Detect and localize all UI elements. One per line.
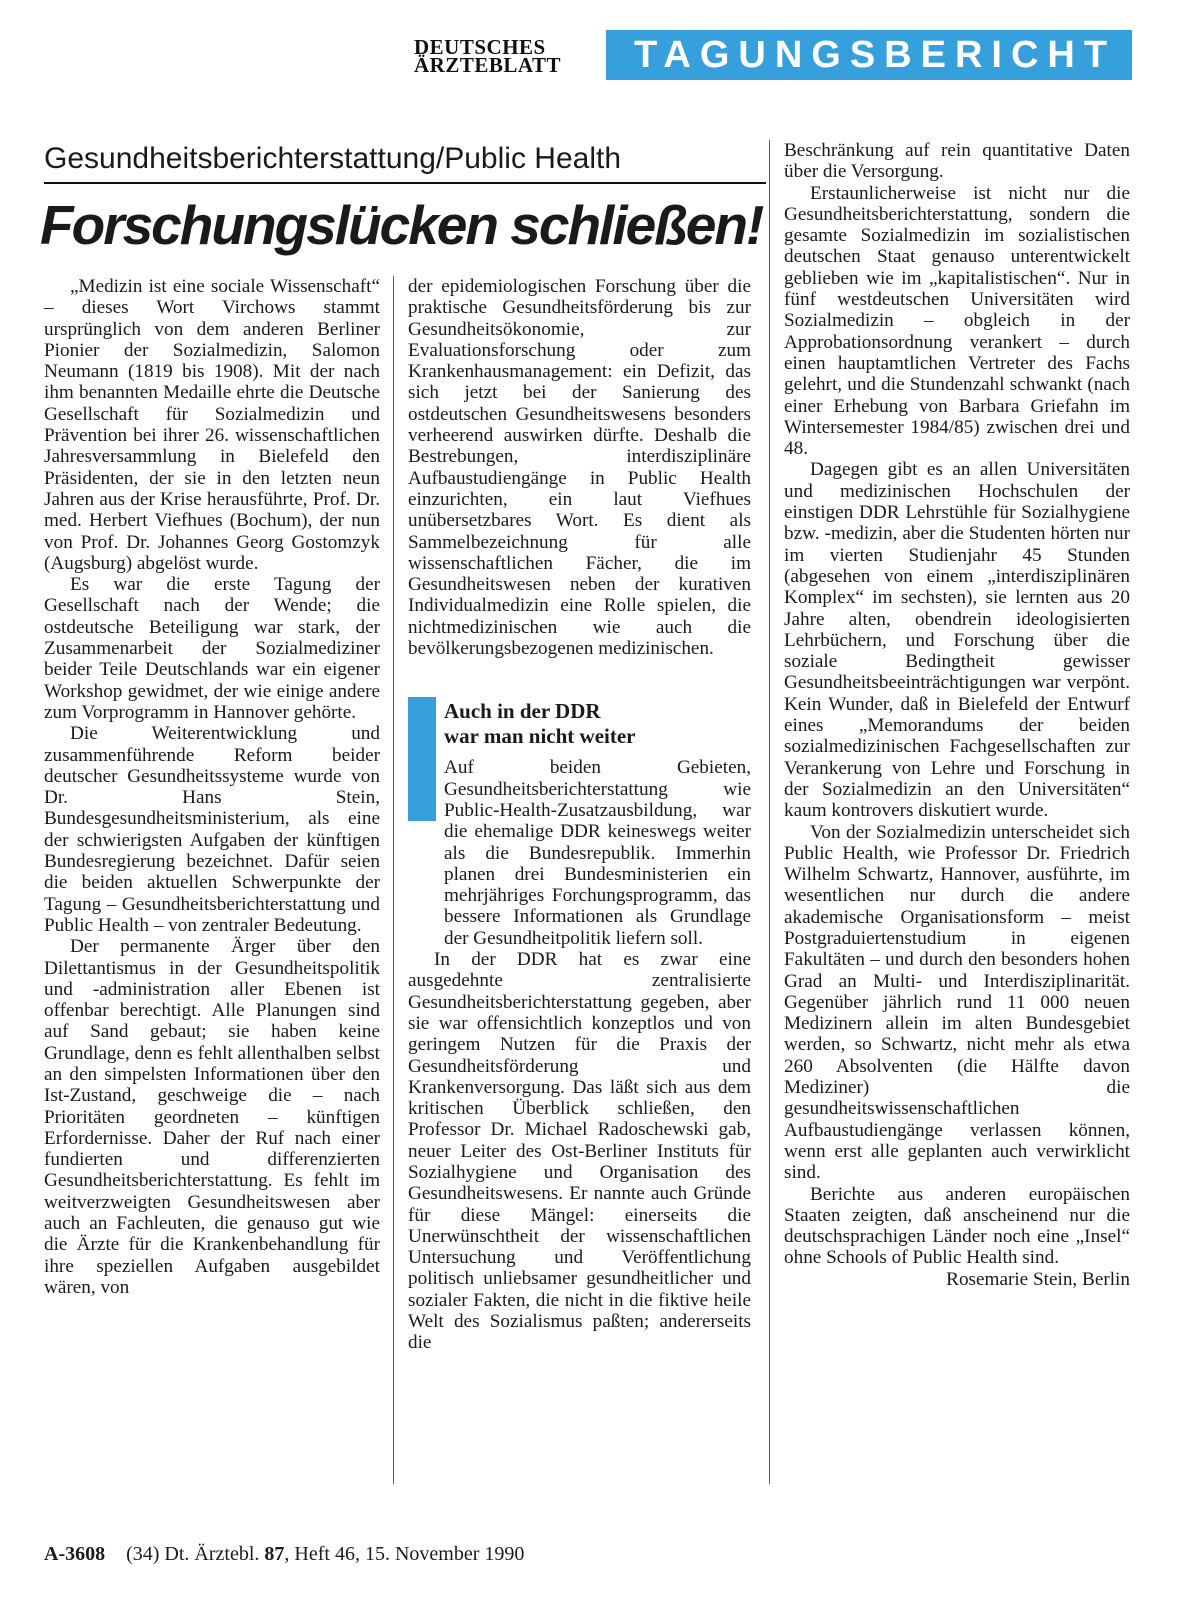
paragraph: Beschränkung auf rein quantitative Daten über die Versorgung.: [784, 140, 1130, 183]
subheading-line2: war man nicht weiter: [444, 724, 636, 749]
paragraph: In der DDR hat es zwar eine ausgedehnte zentralisierte Gesundheitsberichterstattung gegeben, aber sie war offensichtlich konzeptlos und von geringem Nutzen für die Praxis der Gesundheitsförderung und Krankenversorgung. Das läßt sich aus dem kritischen Überblick schließen, den Professor Dr. Michael Radoschewski gab, neuer Leiter des Ost-Berliner Instituts für Sozialhygiene und Organisation des Gesundheitswesens. Er nannte auch Gründe für diese Mängel: einerseits die Unerwünschtheit der wissenschaftlichen Untersuchung und Veröffentlichung politisch unliebsamer gesundheitlicher und sozialer Fakten, die nicht in die fiktive heile Welt des Sozialismus paßten; andererseits die: [408, 949, 751, 1354]
citation-prefix: (34) Dt. Ärztebl.: [126, 1543, 260, 1565]
volume-number: 87: [264, 1543, 285, 1565]
paragraph: Die Weiterentwicklung und zusammenführende Reform beider deutscher Gesundheitssysteme wurde von Dr. Hans Stein, Bundesgesundheitsministerium, als eine der schwierigsten Aufgaben der künftigen Bundesregierung bezeichnet. Dafür seien die beiden aktuellen Schwerpunkte der Tagung – Gesundheitsberichterstattung und Public Health – von zentraler Bedeutung.: [44, 723, 380, 936]
page-number: A-3608: [44, 1543, 106, 1565]
subheading-line1: Auch in der DDR: [444, 699, 601, 724]
article-headline: Forschungslücken schließen!: [40, 194, 763, 256]
paragraph: Der permanente Ärger über den Dilettantismus in der Gesundheitspolitik und -administration aller Ebenen ist offenbar berechtigt. Alle Planungen sind auf Sand gebaut; sie haben keine Grundlage, denn es fehlt allenthalben selbst an den simpelsten Informationen über den Ist-Zustand, geschweige die – nach Prioritäten geordneten – künftigen Erfordernisse. Daher der Ruf nach einer fundierten und differenzierten Gesundheitsberichterstattung. Es fehlt im weitverzweigten Gesundheitswesen aber auch an Fachleuten, die genauso gut wie die Ärzte für die Krankenbehandlung für ihre speziellen Aufgaben ausgebildet wären, von: [44, 936, 380, 1298]
masthead-line1: DEUTSCHES: [414, 35, 546, 59]
article-column-2: [408, 276, 751, 1354]
subheading: [444, 693, 751, 749]
paragraph: Dagegen gibt es an allen Universitäten und medizinischen Hochschulen der einstigen DDR Lehrstühle für Sozialhygiene bzw. -medizin, aber die Studenten hörten nur im vierten Studienjahr 45 Stunden (abgesehen von einem „interdisziplinären Komplex“ im sechsten), sie lernten aus 20 Jahre alten, obendrein ideologisierten Lehrbüchern, und Forschung über die soziale Bedingtheit gewisser Gesundheitsbeeinträchtigungen war verpönt. Kein Wunder, daß in Bielefeld der Entwurf eines „Memorandums der beiden sozialmedizinischen Fachgesellschaften zur Verankerung von Lehre und Forschung in der Sozialmedizin an den Universitäten“ kaum kontrovers diskutiert wurde.: [784, 459, 1130, 822]
paragraph: „Medizin ist eine sociale Wissenschaft“ – dieses Wort Virchows stammt ursprünglich von dem anderen Berliner Pionier der Sozialmedizin, Salomon Neumann (1819 bis 1908). Mit der nach ihm benannten Medaille ehrte die Deutsche Gesellschaft für Sozialmedizin und Prävention bei ihrer 26. wissenschaftlichen Jahresversammlung in Bielefeld den Präsidenten, der sie in den letzten neun Jahren aus der Krise herausführte, Prof. Dr. med. Herbert Viefhues (Bochum), der nun von Prof. Dr. Johannes Georg Gostomzyk (Augsburg) abgelöst wurde.: [44, 276, 380, 574]
paragraph: der epidemiologischen Forschung über die praktische Gesundheitsförderung bis zur Gesundheitsökonomie, zur Evaluationsforschung oder zum Krankenhausmanagement: ein Defizit, das sich jetzt bei der Sanierung des ostdeutschen Gesundheitswesens besonders verheerend auswirken dürfte. Deshalb die Bestrebungen, interdisziplinäre Aufbaustudiengänge in Public Health einzurichten, ein laut Viefhues unübersetzbares Wort. Es dient als Sammelbezeichnung für alle wissenschaftlichen Fächer, die im Gesundheitswesen neben der kurativen Individualmedizin eine Rolle spielen, die nichtmedizinischen wie auch die bevölkerungsbezogenen medizinischen.: [408, 276, 751, 660]
subheading-block: [408, 693, 751, 749]
masthead-logo: [414, 35, 561, 77]
column-rule-2: [769, 140, 770, 1484]
section-banner: TAGUNGSBERICHT: [606, 30, 1132, 80]
article-column-3: [784, 140, 1130, 1290]
paragraph: Auf beiden Gebieten, Gesundheitsberichterstattung wie Public-Health-Zusatzausbildung, war die ehemalige DDR keineswegs weiter als die Bundesrepublik. Immerhin planen drei Bundesministerien ein mehrjähriges Forchungsprogramm, das bessere Informationen als Grundlage der Gesundheitpolitik liefern soll.: [444, 757, 751, 949]
column-rule-1: [393, 276, 394, 1484]
subheading-accent-bar: [408, 697, 436, 821]
paragraph: Es war die erste Tagung der Gesellschaft nach der Wende; die ostdeutsche Beteiligung war stark, der Zusammenarbeit der Sozialmediziner beider Teile Deutschlands war ein eigener Workshop gewidmet, der wie einige andere zum Vorprogramm in Hannover gehörte.: [44, 574, 380, 723]
paragraph: Berichte aus anderen europäischen Staaten zeigten, daß anscheinend nur die deutschsprachigen Länder noch eine „Insel“ ohne Schools of Public Health sind.: [784, 1183, 1130, 1269]
masthead-line2: ÄRZTEBLATT: [414, 53, 561, 77]
paragraph: Von der Sozialmedizin unterscheidet sich Public Health, wie Professor Dr. Friedrich Wilhelm Schwartz, Hannover, ausführte, im wesentlichen nur durch die andere akademische Organisationsform – meist Postgraduiertenstudium in eigenen Fakultäten – und durch den besonders hohen Grad an Multi- und Interdisziplinarität. Gegenüber jährlich rund 11 000 neuen Medizinern allein im alten Bundesgebiet werden, so Schwartz, nicht mehr als etwa 260 Absolventen (die Hälfte davon Mediziner) die gesundheitswissenschaftlichen Aufbaustudiengänge verlassen können, wenn erst alle geplanten auch verwirklicht sind.: [784, 821, 1130, 1184]
author-byline: Rosemarie Stein, Berlin: [946, 1268, 1130, 1290]
citation-suffix: , Heft 46, 15. November 1990: [284, 1543, 525, 1565]
paragraph: Erstaunlicherweise ist nicht nur die Gesundheitsberichterstattung, sondern die gesamte Sozialmedizin im sozialistischen deutschen Staat genauso unterentwickelt geblieben wie im „kapitalistischen“. Nur in fünf westdeutschen Universitäten wird Sozialmedizin – obgleich in der Approbationsordnung verankert – durch einen hauptamtlichen Vertreter des Fachs gelehrt, und die Stundenzahl schwankt (nach einer Erhebung von Barbara Griefahn im Wintersemester 1984/85) zwischen drei und 48.: [784, 182, 1130, 460]
page-footer: [44, 1542, 524, 1566]
article-kicker: Gesundheitsberichterstattung/Public Health: [44, 142, 766, 184]
article-column-1: [44, 276, 380, 1298]
